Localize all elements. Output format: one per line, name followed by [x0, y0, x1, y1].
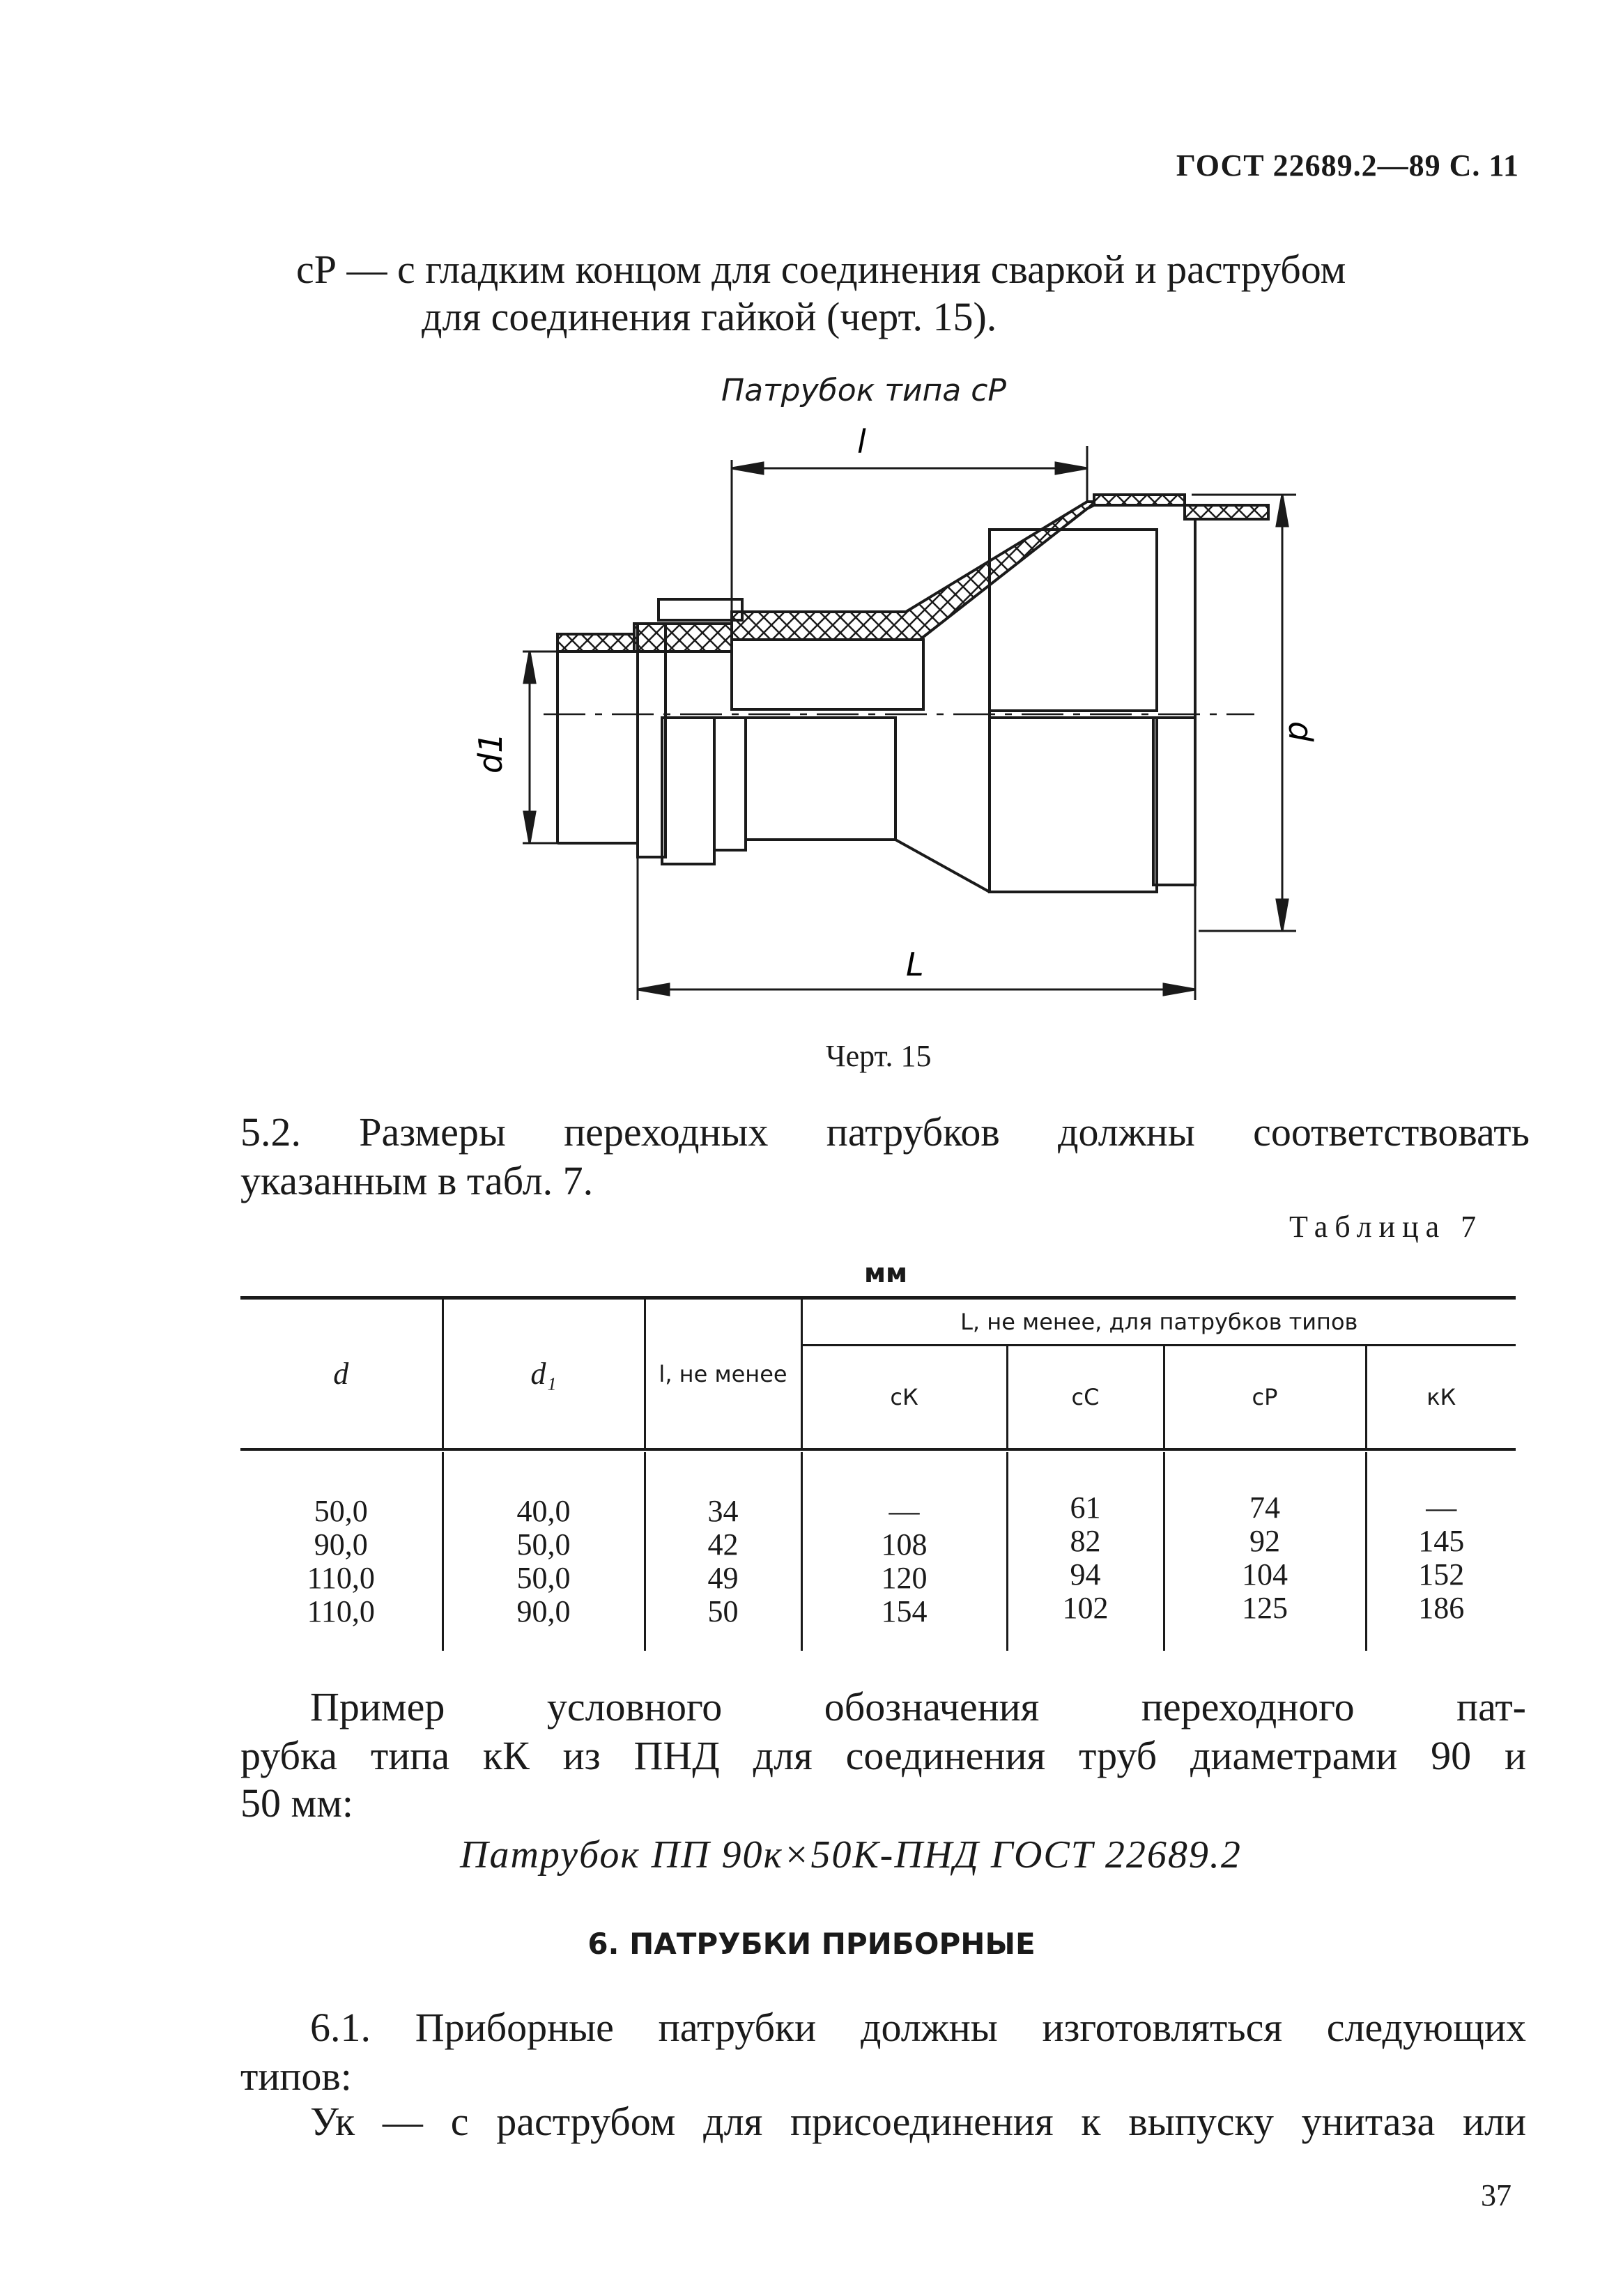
wall-left	[557, 634, 634, 652]
section-6-line-3: Ук — с раструбом для присоединения к выпуску унитаза или	[310, 2099, 1526, 2144]
table-unit: мм	[864, 1258, 908, 1288]
figure-caption: Черт. 15	[826, 1039, 932, 1073]
dim-label-l: l	[857, 423, 866, 461]
type-code: сР	[296, 247, 337, 292]
dimensions-table	[240, 1296, 1516, 1651]
intro-line-2: для соединения гайкой (черт. 15).	[422, 294, 997, 339]
example-designation: Патрубок ПП 90к×50К-ПНД ГОСТ 22689.2	[460, 1833, 1242, 1877]
cell-ck-4: 154	[881, 1594, 928, 1628]
drawing-title: Патрубок типа сР	[721, 373, 1006, 408]
cell-l-2: 42	[707, 1527, 739, 1562]
header-L-group: L, не менее, для патрубков типов	[801, 1300, 1516, 1345]
dim-label-d: d	[1282, 721, 1319, 742]
section-6-title: 6. ПАТРУБКИ ПРИБОРНЫЕ	[587, 1927, 1036, 1961]
header-type-cc: сС	[1007, 1345, 1164, 1449]
cell-cc-1: 61	[1070, 1490, 1101, 1525]
intro-paragraph	[296, 245, 1551, 294]
cell-l-4: 50	[707, 1594, 739, 1628]
header-type-cp: сР	[1164, 1345, 1366, 1449]
page-header: ГОСТ 22689.2—89 С. 11	[1176, 148, 1519, 183]
cell-cc-2: 82	[1070, 1524, 1101, 1558]
header-d1: d₁	[443, 1300, 645, 1449]
cell-l-3: 49	[707, 1561, 739, 1595]
cell-d1-3: 50,0	[516, 1561, 571, 1595]
cell-d-1: 50,0	[314, 1494, 368, 1528]
dim-label-L: L	[906, 946, 924, 983]
cell-cc-4: 102	[1062, 1591, 1109, 1625]
cell-ck-1: —	[889, 1494, 920, 1528]
cell-d-4: 110,0	[307, 1594, 375, 1628]
para-5-2-line-1: 5.2. Размеры переходных патрубков должны соответствовать	[240, 1109, 1530, 1155]
cell-kk-3: 152	[1418, 1557, 1465, 1592]
pipe-reducer-drawing	[472, 418, 1324, 1010]
cell-ck-2: 108	[881, 1527, 928, 1562]
example-line-2: рубка типа кК из ПНД для соединения труб диаметрами 90 и	[240, 1733, 1526, 1778]
page-number: 37	[1481, 2178, 1512, 2212]
intro-line-1: — с гладким концом для соединения сваркой и раструбом	[346, 247, 1346, 292]
cell-d1-2: 50,0	[516, 1527, 571, 1562]
cell-kk-1: —	[1426, 1490, 1457, 1525]
header-d: d	[240, 1300, 443, 1449]
example-line-1: Пример условного обозначения переходного пат-	[310, 1684, 1526, 1729]
header-type-ck: сК	[801, 1345, 1007, 1449]
cell-d1-4: 90,0	[516, 1594, 571, 1628]
cell-cp-2: 92	[1249, 1524, 1280, 1558]
cell-ck-3: 120	[881, 1561, 928, 1595]
cell-cp-1: 74	[1249, 1490, 1280, 1525]
header-l: l, не менее	[645, 1300, 801, 1449]
table-label: Таблица 7	[1289, 1210, 1484, 1244]
cell-cc-3: 94	[1070, 1557, 1101, 1592]
cell-d-3: 110,0	[307, 1561, 375, 1595]
cell-kk-2: 145	[1418, 1524, 1465, 1558]
table-body-row	[240, 1452, 1516, 1651]
cell-cp-3: 104	[1242, 1557, 1288, 1592]
cell-kk-4: 186	[1418, 1591, 1465, 1625]
cell-d-2: 90,0	[314, 1527, 368, 1562]
header-type-kk: кК	[1426, 1383, 1456, 1410]
cell-l-1: 34	[707, 1494, 739, 1528]
cell-cp-4: 125	[1242, 1591, 1288, 1625]
wall-cone	[732, 495, 1268, 640]
nut-section	[634, 624, 732, 652]
example-line-3: 50 мм:	[240, 1780, 354, 1826]
section-6-line-2: типов:	[240, 2054, 352, 2099]
dim-label-d1: d1	[472, 732, 509, 773]
para-5-2-line-2: указанным в табл. 7.	[240, 1158, 594, 1203]
cell-d1-1: 40,0	[516, 1494, 571, 1528]
section-6-line-1: 6.1. Приборные патрубки должны изготовляться следующих	[310, 2005, 1526, 2050]
